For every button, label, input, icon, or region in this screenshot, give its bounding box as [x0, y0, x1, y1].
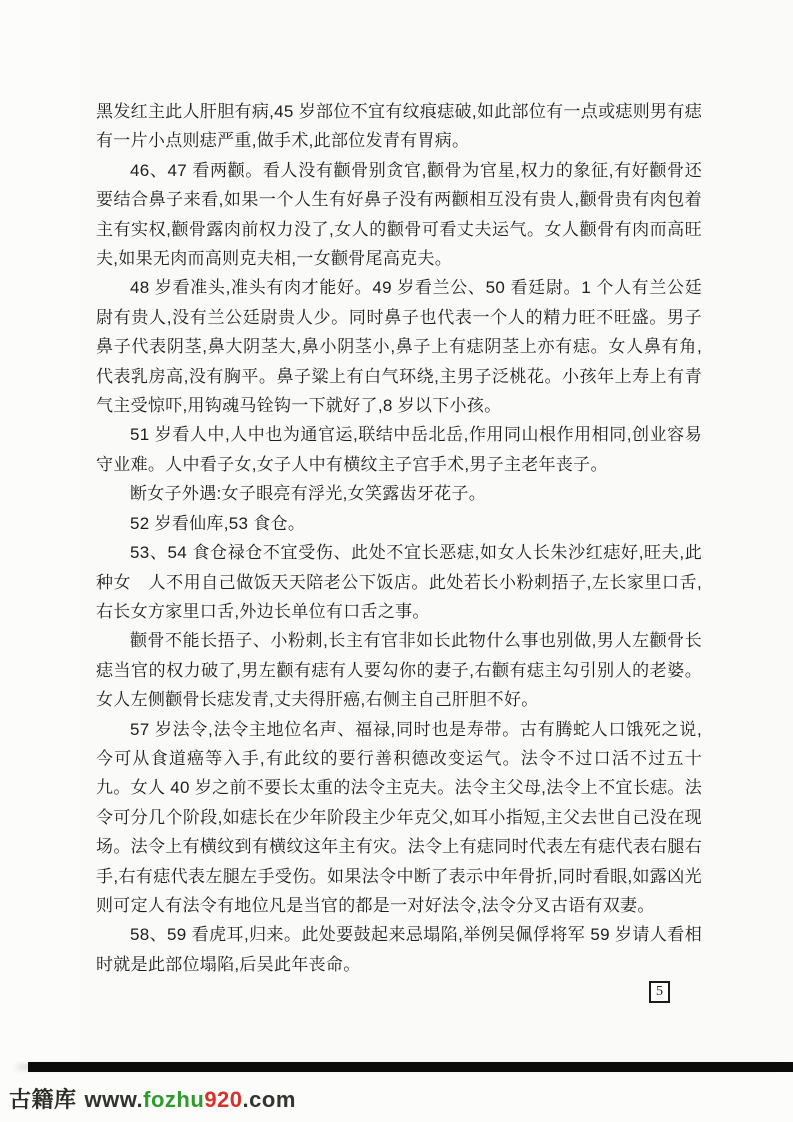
paragraph: 51 岁看人中,人中也为通官运,联结中岳北岳,作用同山根作用相同,创业容易守业难。人中看子女,女子人中有横纹主子宫手术,男子主老年丧子。 [96, 425, 702, 474]
paragraph: 黑发红主此人肝胆有病,45 岁部位不宜有纹痕痣破,如此部位有一点或痣则男有痣有一片小点则痣严重,做手术,此部位发青有胃病。 [96, 102, 702, 151]
watermark-url-www: www. [84, 1087, 144, 1112]
paragraph: 57 岁法令,法令主地位名声、福禄,同时也是寿带。古有腾蛇人口饿死之说,今可从食道癌等入手,有此纹的要行善积德改变运气。法令不过口活不过五十九。女人 40 岁之前不要长太重的法令主克夫。法令主父母,法令上不宜长痣。法令可分几个阶段,如痣长在少年阶段主少年克父,如耳小指短,主父去世自己没在现场。法令上有横纹到有横纹这年主有灾。法令上有痣同时代表左有痣代表右腿右手,右有痣代表左腿左手受伤。如果法令中断了表示中年骨折,同时看眼,如露凶光则可定人有法令有地位凡是当官的都是一对好法令,法令分叉古语有双妻。 [96, 719, 702, 915]
watermark-url-tld: .com [242, 1087, 296, 1112]
paragraph: 52 岁看仙库,53 食仓。 [130, 513, 306, 533]
page-number: 5 [649, 981, 670, 1003]
paragraph: 46、47 看两颧。看人没有颧骨别贪官,颧骨为官星,权力的象征,有好颧骨还要结合鼻子来看,如果一个人生有好鼻子没有两颧相互没有贵人,颧骨贵有肉包着主有实权,颧骨露肉前权力没了,女人的颧骨可看丈夫运气。女人颧骨有肉而高旺夫,如果无肉而高则克夫相,一女颧骨尾高克夫。 [96, 160, 702, 269]
paragraph: 58、59 看虎耳,归来。此处要鼓起来忌塌陷,举例吴佩俘将军 59 岁请人看相时就是此部位塌陷,后吴此年丧命。 [96, 925, 702, 974]
paragraph: 53、54 食仓禄仓不宜受伤、此处不宜长恶痣,如女人长朱沙红痣好,旺夫,此种女 人不用自己做饭天天陪老公下饭店。此处若长小粉刺捂子,左长家里口舌,右长女方家里口舌,外边长单位有口舌之事。 [96, 543, 702, 621]
body-text [96, 97, 702, 979]
paragraph: 断女子外遇:女子眼亮有浮光,女笑露齿牙花子。 [130, 484, 487, 504]
scan-edge-bar [28, 1062, 793, 1072]
paragraph: 颧骨不能长捂子、小粉刺,长主有官非如长此物什么事也别做,男人左颧骨长痣当官的权力破了,男左颧有痣有人要勾你的妻子,右颧有痣主勾引别人的老婆。女人左侧颧骨长痣发青,丈夫得肝癌,右侧主自己肝胆不好。 [96, 631, 702, 710]
watermark-url-number: 920 [204, 1087, 243, 1112]
watermark [9, 1083, 296, 1114]
watermark-site-name: 古籍库 [9, 1087, 77, 1112]
paragraph: 48 岁看准头,准头有肉才能好。49 岁看兰公、50 看廷尉。1 个人有兰公廷尉有贵人,没有兰公廷尉贵人少。同时鼻子也代表一个人的精力旺不旺盛。男子鼻子代表阴茎,鼻大阴茎大,鼻小阴茎小,鼻子上有痣阴茎上亦有痣。女人鼻有角,代表乳房高,没有胸平。鼻子粱上有白气环绕,主男子泛桃花。小孩年上寿上有青气主受惊吓,用钩魂马铨钩一下就好了,8 岁以下小孩。 [96, 278, 702, 416]
watermark-url-domain: fozhu [143, 1087, 205, 1112]
